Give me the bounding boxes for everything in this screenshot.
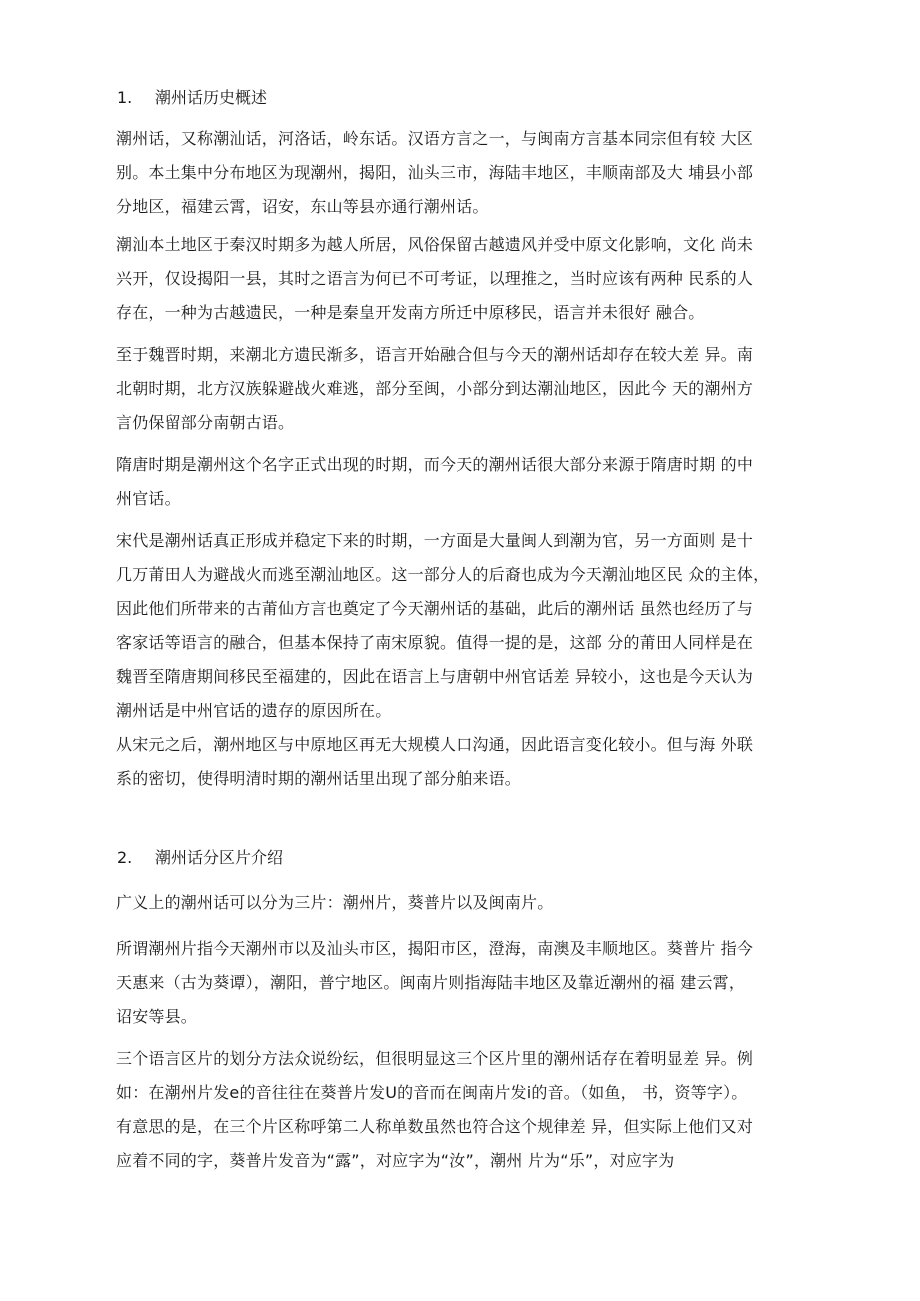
text-line: 客家话等语言的融合，但基本保持了南宋原貌。值得一提的是，这部 分的莆田人同样是在 (116, 633, 754, 652)
paragraph (116, 524, 816, 728)
text-line: 分地区，福建云霄，诏安，东山等县亦通行潮州话。 (116, 197, 489, 216)
text-line: 如：在潮州片发e的音往往在葵普片发U的音而在闽南片发i的音。（如鱼， 书，资等字）。 (116, 1083, 748, 1102)
text-line: 诏安等县。 (116, 1007, 198, 1026)
paragraph (116, 1042, 816, 1178)
paragraph (116, 228, 816, 330)
text-line: 州官话。 (116, 489, 181, 508)
text-line: 潮汕本土地区于秦汉时期多为越人所居，风俗保留古越遗风并受中原文化影响，文化 尚未 (116, 235, 754, 254)
text-line: 兴开，仅设揭阳一县，其时之语言为何已不可考证，以理推之，当时应该有两种 民系的人 (116, 269, 754, 288)
text-line: 至于魏晋时期，来潮北方遗民渐多，语言开始融合但与今天的潮州话却存在较大差 异。南 (116, 345, 754, 364)
text-line: 别。本土集中分布地区为现潮州，揭阳，汕头三市，海陆丰地区，丰顺南部及大 埔县小部 (116, 163, 754, 182)
text-line: 因此他们所带来的古莆仙方言也奠定了今天潮州话的基础，此后的潮州话 虽然也经历了与 (116, 599, 754, 618)
text-line: 所谓潮州片指今天潮州市以及汕头市区，揭阳市区，澄海，南澳及丰顺地区。葵普片 指今 (116, 939, 754, 958)
section-2-title: 潮州话分区片介绍 (155, 848, 284, 867)
text-line: 三个语言区片的划分方法众说纷纭，但很明显这三个区片里的潮州话存在着明显差 异。例 (116, 1049, 754, 1068)
section-1-title: 潮州话历史概述 (155, 88, 268, 107)
text-line: 几万莆田人为避战火而逃至潮汕地区。这一部分人的后裔也成为今天潮汕地区民 众的主体， (116, 565, 770, 584)
section-1-heading (117, 88, 267, 108)
text-line: 潮州话，又称潮汕话，河洛话，岭东话。汉语方言之一，与闽南方言基本同宗但有较 大区 (116, 129, 754, 148)
paragraph (116, 886, 816, 920)
paragraph (116, 728, 816, 796)
paragraph (116, 448, 816, 516)
text-line: 天惠来（古为葵谭），潮阳，普宁地区。闽南片则指海陆丰地区及靠近潮州的福 建云霄， (116, 973, 746, 992)
section-2-number: 2. (117, 848, 133, 867)
text-line: 存在，一种为古越遗民，一种是秦皇开发南方所迁中原移民，语言并未很好 融合。 (116, 303, 705, 322)
text-line: 北朝时期，北方汉族躲避战火难逃，部分至闽，小部分到达潮汕地区，因此今 天的潮州方 (116, 379, 754, 398)
text-line: 言仍保留部分南朝古语。 (116, 413, 295, 432)
text-line: 广义上的潮州话可以分为三片：潮州片，葵普片以及闽南片。 (116, 893, 554, 912)
section-2-heading (117, 848, 283, 868)
paragraph (116, 338, 816, 440)
text-line: 隋唐时期是潮州这个名字正式出现的时期，而今天的潮州话很大部分来源于隋唐时期 的中 (116, 455, 754, 474)
text-line: 有意思的是，在三个片区称呼第二人称单数虽然也符合这个规律差 异，但实际上他们又对 (116, 1117, 754, 1136)
text-line: 宋代是潮州话真正形成并稳定下来的时期，一方面是大量闽人到潮为官，另一方面则 是十 (116, 531, 754, 550)
text-line: 应着不同的字，葵普片发音为“露”，对应字为“汝”，潮州 片为“乐”，对应字为 (116, 1151, 675, 1170)
text-line: 魏晋至隋唐期间移民至福建的，因此在语言上与唐朝中州官话差 异较小，这也是今天认为 (116, 667, 754, 686)
text-line: 从宋元之后，潮州地区与中原地区再无大规模人口沟通，因此语言变化较小。但与海 外联 (116, 735, 754, 754)
section-1-number: 1. (117, 88, 133, 107)
text-line: 系的密切，使得明清时期的潮州话里出现了部分舶来语。 (116, 769, 522, 788)
paragraph (116, 932, 816, 1034)
text-line: 潮州话是中州官话的遗存的原因所在。 (116, 701, 392, 720)
paragraph (116, 122, 816, 224)
